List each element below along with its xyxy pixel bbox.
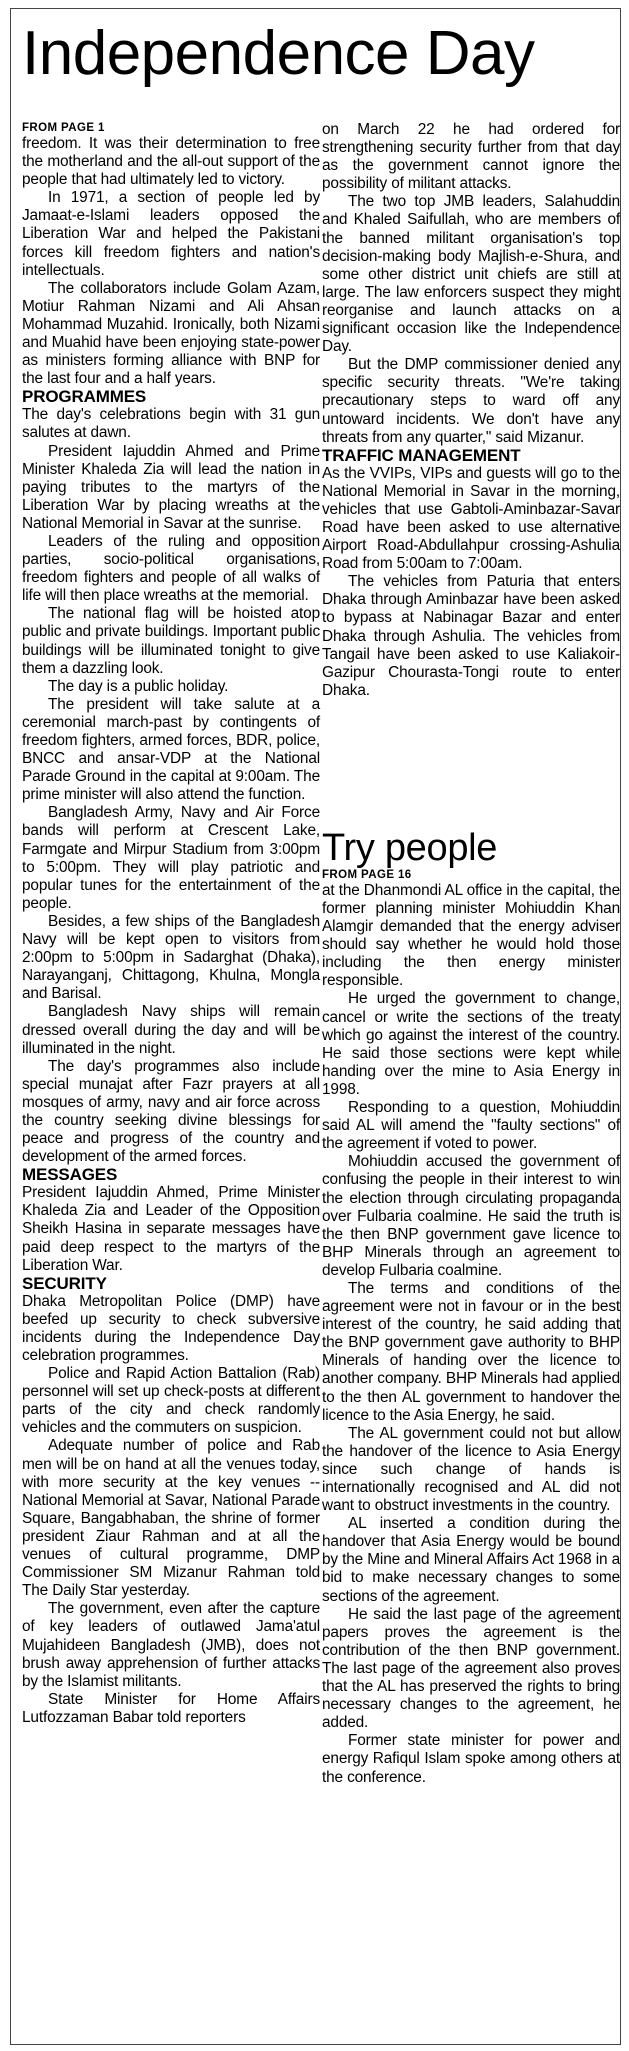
- paragraph: The two top JMB leaders, Salahuddin and Khaled Saifullah, who are members of the banned militant organisation's top decision-making body Majlish-e-Shura, and some other district unit chiefs are still at large. The law enforcers suspect they might reorganise and launch attacks on a significant occasion like the Independence Day.: [322, 193, 620, 356]
- paragraph: President Iajuddin Ahmed, Prime Minister Khaleda Zia and Leader of the Opposition Sheikh Hasina in separate messages have paid deep respect to the martyrs of the Liberation War.: [22, 1184, 320, 1274]
- paragraph: The AL government could not but allow the handover of the licence to Asia Energy since such change of hands is internationally recognised and AL did not want to obstruct investments in the country.: [322, 1424, 620, 1515]
- paragraph: State Minister for Home Affairs Lutfozzaman Babar told reporters: [22, 1690, 320, 1726]
- paragraph: Former state minister for power and energy Rafiqul Islam spoke among others at the conference.: [322, 1732, 620, 1786]
- paragraph: on March 22 he had ordered for strengthening security further from that day as the government cannot ignore the possibility of militant attacks.: [322, 121, 620, 193]
- from-page-label: FROM PAGE 16: [322, 868, 412, 881]
- paragraph: He urged the government to change, cancel or write the sections of the treaty which go against the interest of the country. He said those sections were kept while handing over the mine to Asia Energy in 1998.: [322, 990, 620, 1098]
- paragraph: The president will take salute at a ceremonial march-past by contingents of freedom fighters, armed forces, BDR, police, BNCC and ansar-VDP at the National Parade Ground in the capital at 9:00am. The prime minister will also attend the function.: [22, 695, 320, 804]
- paragraph: The government, even after the capture of key leaders of outlawed Jama'atul Mujahideen Bangladesh (JMB), does not brush away apprehension of further attacks by the Islamist militants.: [22, 1600, 320, 1690]
- paragraph: The collaborators include Golam Azam, Motiur Rahman Nizami and Ali Ahsan Mohammad Muzahid. Ironically, both Nizami and Muahid have been enjoying state-power as ministers forming alliance with BNP for the last four and a half years.: [22, 279, 320, 388]
- paragraph: Besides, a few ships of the Bangladesh Navy will be kept open to visitors from 2:00pm to 5:00pm in Sadarghat (Dhaka), Narayanganj, Chittagong, Khulna, Mongla and Barisal.: [22, 912, 320, 1003]
- paragraph: The day is a public holiday.: [48, 677, 229, 695]
- from-page-label: FROM PAGE 1: [22, 122, 105, 134]
- paragraph: The national flag will be hoisted atop public and private buildings. Important public buildings will be illuminated tonight to give them a dazzling look.: [22, 605, 320, 677]
- right-column: [322, 121, 620, 1787]
- paragraph: As the VVIPs, VIPs and guests will go to the National Memorial in Savar in the morning, vehicles that use Gabtoli-Aminbazar-Savar Road have been asked to use alternative Airport Road-Abdullahpur crossing-Ashulia Road from 5:00am to 7:00am.: [322, 464, 620, 573]
- paragraph: The vehicles from Paturia that enters Dhaka through Aminbazar have been asked to bypass at Nabinagar Bazar and enter Dhaka through Ashulia. The vehicles from Tangail have been asked to use Kaliakoir-Gazipur Chourasta-Tongi route to enter Dhaka.: [322, 573, 620, 699]
- paragraph: But the DMP commissioner denied any specific security threats. "We're taking precautionary steps to ward off any untoward incidents. We don't have any threats from any quarter," said Mizanur.: [322, 356, 620, 446]
- paragraph: Bangladesh Navy ships will remain dressed overall during the day and will be illuminated in the night.: [22, 1003, 320, 1057]
- left-column: [22, 121, 320, 1727]
- paragraph: at the Dhanmondi AL office in the capital, the former planning minister Mohiuddin Khan Alamgir demanded that the energy adviser should say whether he would hold those including the then energy minister responsible.: [322, 881, 620, 990]
- try-people-headline: Try people: [322, 826, 498, 869]
- paragraph: The day's programmes also include special munajat after Fazr prayers at all mosques of army, navy and air force across the country seeking divine blessings for peace and progress of the country and development of the armed forces.: [22, 1057, 320, 1166]
- paragraph: President Iajuddin Ahmed and Prime Minister Khaleda Zia will lead the nation in paying tributes to the martyrs of the Liberation War by placing wreaths at the National Memorial in Savar at the sunrise.: [22, 442, 320, 532]
- paragraph: Police and Rapid Action Battalion (Rab) personnel will set up check-posts at different parts of the city and check randomly vehicles and the commuters on suspicion.: [22, 1365, 320, 1437]
- subhead-security: SECURITY: [22, 1273, 107, 1293]
- paragraph: He said the last page of the agreement papers proves the agreement is the contribution of the then BNP government. The last page of the agreement also proves that the AL has preserved the rights to bring necessary changes to the agreement, he added.: [322, 1605, 620, 1732]
- spacer: [322, 700, 620, 828]
- paragraph: Responding to a question, Mohiuddin said AL will amend the "faulty sections" of the agreement if voted to power.: [322, 1099, 620, 1153]
- paragraph: The terms and conditions of the agreement were not in favour or in the best interest of the country, he said adding that the BNP government gave authority to BHP Minerals of handing over the licence to another company. BHP Minerals had applied to the then AL government to handover the licence to the Asia Energy, he said.: [322, 1279, 620, 1424]
- paragraph: The day's celebrations begin with 31 gun salutes at dawn.: [22, 406, 320, 442]
- subhead-messages: MESSAGES: [22, 1165, 118, 1185]
- subhead-traffic-management: TRAFFIC MANAGEMENT: [322, 445, 521, 465]
- paragraph: Bangladesh Army, Navy and Air Force bands will perform at Crescent Lake, Farmgate and Mirpur Stadium from 3:00pm to 5:00pm. They will play patriotic and popular tunes for the entertainment of the people.: [22, 804, 320, 912]
- paragraph: AL inserted a condition during the handover that Asia Energy would be bound by the Mine and Mineral Affairs Act 1968 in a bid to make necessary changes to some sections of the agreement.: [322, 1515, 620, 1605]
- paragraph: Adequate number of police and Rab men will be on hand at all the venues today, with more security at the key venues -- National Memorial at Savar, National Parade Square, Bangabhaban, the shrine of former president Ziaur Rahman and at all the venues of cultural programme, DMP Commissioner SM Mizanur Rahman told The Daily Star yesterday.: [22, 1437, 320, 1600]
- paragraph: Dhaka Metropolitan Police (DMP) have beefed up security to check subversive incidents during the Independence Day celebration programmes.: [22, 1292, 320, 1364]
- paragraph: freedom. It was their determination to free the motherland and the all-out support of the people that had ultimately led to victory.: [22, 135, 320, 189]
- paragraph: In 1971, a section of people led by Jamaat-e-Islami leaders opposed the Liberation War and helped the Pakistani forces kill freedom fighters and nation's intellectuals.: [22, 189, 320, 279]
- paragraph: Mohiuddin accused the government of confusing the people in their interest to win the election through circulating propaganda over Fulbaria coalmine. He said the truth is the then BNP government gave licence to BHP Minerals through an agreement to develop Fulbaria coalmine.: [322, 1153, 620, 1279]
- headline: Independence Day: [22, 19, 535, 88]
- subhead-programmes: PROGRAMMES: [22, 387, 147, 407]
- paragraph: Leaders of the ruling and opposition parties, socio-political organisations, freedom fighters and people of all walks of life will then place wreaths at the memorial.: [22, 532, 320, 605]
